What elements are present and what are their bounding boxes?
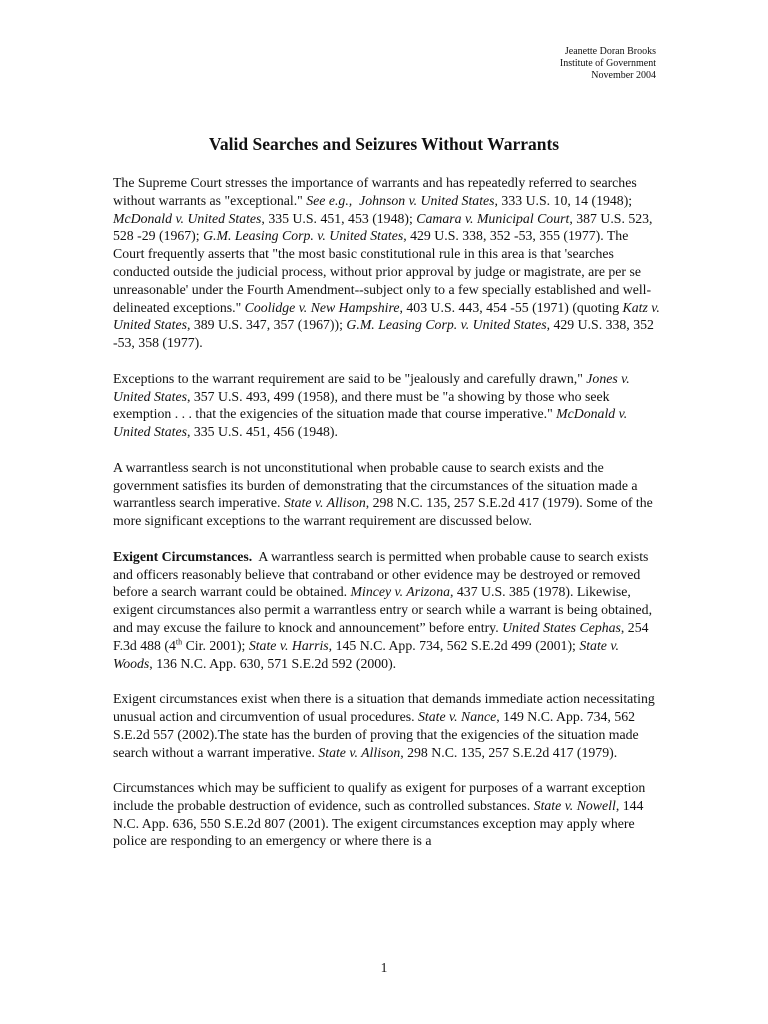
case-citation: State v. Allison xyxy=(318,744,401,760)
text-run: , 357 U.S. 493, 499 (1958), and there must be "a showing by those who seek exemption . . . that the exigencies of the situation made that course imperative." xyxy=(113,388,613,422)
case-citation: State v. Nowell xyxy=(533,797,616,813)
text-run: A warrantless search is permitted when probable cause to search exists and officers reasonably believe that contraband or other evidence may be destroyed or removed before a search warrant could be obtained. xyxy=(113,548,652,600)
document-body xyxy=(113,174,664,868)
case-citation: Mincey v. Arizona xyxy=(350,584,450,600)
superscript: th xyxy=(175,637,183,647)
case-citation: Jones v. United States xyxy=(113,370,634,404)
case-citation: State v. Allison xyxy=(283,495,366,511)
text-run: , 335 U.S. 451, 453 (1948); xyxy=(261,210,417,226)
case-citation: State v. Woods xyxy=(113,637,623,671)
page-number: 1 xyxy=(380,960,388,975)
document-title: Valid Searches and Seizures Without Warrants xyxy=(208,134,560,154)
case-citation: Camara v. Municipal Court xyxy=(416,210,570,226)
text-run: , 333 U.S. 10, 14 (1948); xyxy=(494,192,636,208)
text-run: , 387 U.S. 523, 528 -29 (1967); xyxy=(113,210,656,244)
text-run: , 335 U.S. 451, 456 (1948). xyxy=(186,424,338,440)
text-run: , 298 N.C. 135, 257 S.E.2d 417 (1979). xyxy=(400,744,618,760)
case-citation: Coolidge v. New Hampshire xyxy=(244,299,400,315)
header-block xyxy=(560,46,656,82)
case-citation: McDonald v. United States xyxy=(113,406,631,440)
text-run: Circumstances which may be sufficient to qualify as exigent for purposes of a warrant exception include the probable destruction of evidence, such as controlled substances. xyxy=(113,780,649,813)
case-citation: State v. Harris xyxy=(248,637,329,653)
section-heading: Exigent Circumstances. xyxy=(113,548,253,564)
paragraph xyxy=(113,548,661,673)
text-run: , 429 U.S. 338, 352 -53, 355 (1977). The Court frequently asserts that "the most basic constitutional rule in this area is that 'searches conducted outside the judicial process, without prior approval by judge or magistrate, are per se unreasonable' under the Fourth Amendment--subject only to a few specially established and well-delineated exceptions." xyxy=(113,228,652,315)
paragraph xyxy=(113,779,661,850)
case-citation: G.M. Leasing Corp. v. United States xyxy=(346,317,547,333)
text-run: , 298 N.C. 135, 257 S.E.2d 417 (1979). Some of the more significant exceptions to the warrant requirement are discussed below. xyxy=(113,495,657,529)
text-run: , 389 U.S. 347, 357 (1967)); xyxy=(186,317,347,333)
text-run: , 403 U.S. 443, 454 -55 (1971) (quoting xyxy=(399,299,623,315)
case-citation: United States Cephas xyxy=(502,619,621,635)
text-run: , 437 U.S. 385 (1978). Likewise, exigent circumstances also permit a warrantless entry or search while a warrant is being obtained, and may excuse the failure to knock and announcement” before entry. xyxy=(113,584,656,635)
case-citation: See e.g., Johnson v. United States xyxy=(306,192,495,208)
text-run: , 149 N.C. App. 734, 562 S.E.2d 557 (2002).The state has the burden of proving that the exigencies of the situation made search without a warrant imperative. xyxy=(113,708,643,760)
case-citation: McDonald v. United States xyxy=(113,210,262,226)
text-run: The Supreme Court stresses the importance of warrants and has repeatedly referred to searches without warrants as "exceptional." xyxy=(113,175,641,208)
text-run: Exceptions to the warrant requirement are said to be "jealously and carefully drawn," xyxy=(113,370,587,386)
case-citation: Katz v. United States xyxy=(113,299,664,333)
header-institution: Institute of Government xyxy=(559,58,656,69)
paragraph xyxy=(113,459,661,530)
paragraph xyxy=(113,690,661,761)
paragraph xyxy=(113,370,661,441)
text-run: , 144 N.C. App. 636, 550 S.E.2d 807 (2001). The exigent circumstances exception may apply where police are responding to an emergency or where there is a xyxy=(113,797,647,849)
text-run: , 254 F.3d 488 (4 xyxy=(113,619,652,653)
text-run: Exigent circumstances exist when there is a situation that demands immediate action necessitating unusual action and circumvention of usual procedures. xyxy=(113,691,659,724)
paragraph xyxy=(113,174,664,352)
text-run: Cir. 2001); xyxy=(182,637,249,653)
text-run: , 136 N.C. App. 630, 571 S.E.2d 592 (2000). xyxy=(149,655,397,671)
text-run: A warrantless search is not unconstitutional when probable cause to search exists and the government satisfies its burden of demonstrating that the circumstances of the situation made a warrantless search imperative. xyxy=(113,459,641,511)
case-citation: G.M. Leasing Corp. v. United States xyxy=(203,228,404,244)
case-citation: State v. Nance xyxy=(417,708,497,724)
header-date: November 2004 xyxy=(591,70,656,81)
text-run: , 145 N.C. App. 734, 562 S.E.2d 499 (2001); xyxy=(328,637,580,653)
header-author: Jeanette Doran Brooks xyxy=(564,46,656,57)
text-run: , 429 U.S. 338, 352 -53, 358 (1977). xyxy=(113,317,658,351)
